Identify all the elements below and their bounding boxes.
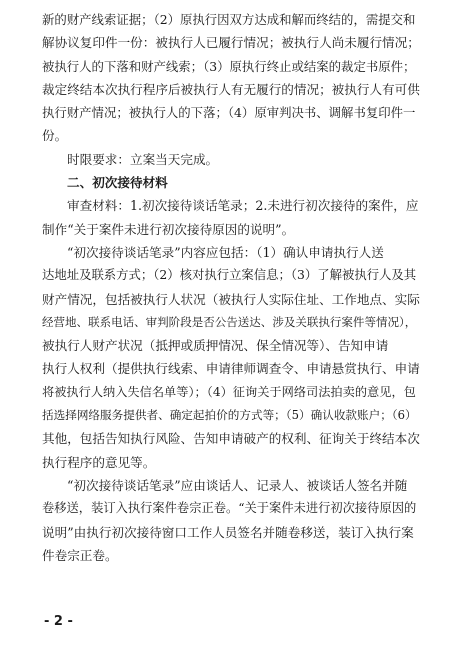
text-line: 经营地、联系电话、审判阶段是否公告送达、涉及关联执行案件等情况），: [42, 314, 417, 329]
page-number: - 2 -: [44, 614, 73, 629]
text-line: 被执行人的下落和财产线索；（3）原执行终止或结案的裁定书原件；: [42, 58, 416, 74]
text-line: 份。: [42, 128, 68, 144]
text-line: 执行财产情况；被执行人的下落；（4）原审判决书、调解书复印件一: [42, 105, 416, 121]
text-line: “初次接待谈话笔录”应由谈话人、记录人、被谈话人签名并随: [67, 477, 408, 493]
text-line: 时限要求：立案当天完成。: [67, 151, 219, 167]
text-line: 财产情况，包括被执行人状况（被执行人实际住址、工作地点、实际: [42, 291, 420, 307]
text-line: 新的财产线索证据；（2）原执行因双方达成和解而终结的，需提交和: [42, 12, 416, 27]
document-body: [42, 8, 420, 567]
text-line: 说明”由执行初次接待窗口工作人员签名并随卷移送，装订入执行案: [42, 524, 414, 540]
text-line: “初次接待谈话笔录”内容应包括：（1）确认申请执行人送: [67, 244, 384, 260]
text-line: 件卷宗正卷。: [42, 547, 118, 563]
text-line: 制作“关于案件未进行初次接待原因的说明”。: [42, 221, 295, 237]
text-line: 裁定终结本次执行程序后被执行人有无履行的情况；被执行人有可供: [42, 81, 420, 97]
text-line: 执行程序的意见等。: [42, 454, 156, 470]
section-heading: 二、初次接待材料: [67, 175, 168, 191]
text-line: 括选择网络服务提供者、确定起拍价的方式等；（5）确认收款账户；（6）: [42, 408, 417, 423]
text-line: 执行人权利（提供执行线索、申请律师调查令、申请悬赏执行、申请: [42, 361, 420, 377]
text-line: 其他，包括告知执行风险、告知申请破产的权利、征询关于终结本次: [42, 431, 420, 447]
text-line: 审查材料：1.初次接待谈话笔录；2.未进行初次接待的案件，应: [67, 198, 419, 214]
text-line: 达地址及联系方式；（2）核对执行立案信息；（3）了解被执行人及其: [42, 268, 417, 283]
text-line: 被执行人财产状况（抵押或质押情况、保全情况等）、告知申请: [42, 338, 389, 354]
text-line: 卷移送，装订入执行案件卷宗正卷。“关于案件未进行初次接待原因的: [42, 501, 417, 516]
text-line: 解协议复印件一份：被执行人已履行情况；被执行人尚未履行情况；: [42, 35, 420, 51]
text-line: 将被执行人纳入失信名单等）；（4）征询关于网络司法拍卖的意见，包: [42, 384, 416, 399]
